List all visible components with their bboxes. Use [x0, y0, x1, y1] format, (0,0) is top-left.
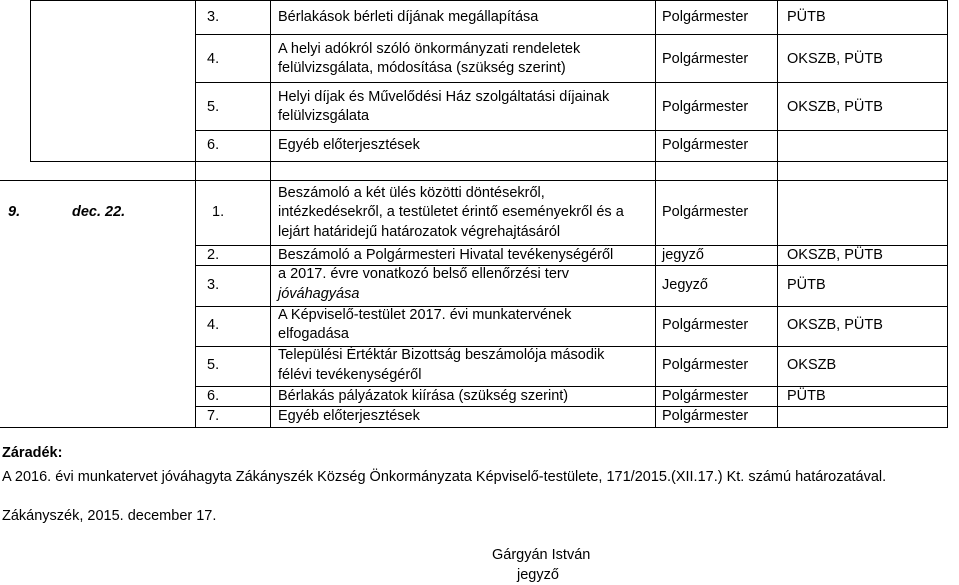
item-committee: OKSZB, PÜTB: [787, 247, 883, 263]
item-subject: felülvizsgálata: [278, 108, 370, 124]
table-border: [655, 0, 656, 428]
table-border: [270, 0, 271, 428]
item-subject: jóváhagyása: [278, 286, 360, 302]
item-subject: Bérlakás pályázatok kiírása (szükség szerint): [278, 388, 569, 404]
item-subject: Egyéb előterjesztések: [278, 137, 420, 153]
item-number: 2.: [207, 247, 220, 263]
item-subject: Beszámoló a két ülés közötti döntésekről,: [278, 185, 545, 201]
item-committee: PÜTB: [787, 9, 826, 25]
signer-title: jegyző: [517, 567, 559, 583]
item-presenter: Jegyző: [662, 277, 708, 293]
item-committee: OKSZB, PÜTB: [787, 99, 883, 115]
table-border: [0, 180, 948, 181]
item-subject: intézkedésekről, a testületet érintő eseményekről és a: [278, 204, 624, 220]
table-border: [947, 0, 948, 428]
item-subject: félévi tevékenységéről: [278, 367, 422, 383]
item-subject: Helyi díjak és Művelődési Ház szolgáltatási díjainak: [278, 89, 610, 105]
table-border: [30, 0, 948, 1]
item-presenter: Polgármester: [662, 9, 749, 25]
item-committee: OKSZB: [787, 357, 837, 373]
item-subject: Beszámoló a Polgármesteri Hivatal tevékenységéről: [278, 247, 614, 263]
item-number: 4.: [207, 51, 220, 67]
item-presenter: Polgármester: [662, 137, 749, 153]
item-number: 6.: [207, 137, 220, 153]
item-subject: A helyi adókról szóló önkormányzati rendeletek: [278, 41, 581, 57]
item-subject: lejárt határidejű határozatok végrehajtásáról: [278, 224, 561, 240]
item-presenter: Polgármester: [662, 317, 749, 333]
item-subject: Települési Értéktár Bizottság beszámolója második: [278, 347, 605, 363]
item-subject: a 2017. évre vonatkozó belső ellenőrzési terv: [278, 266, 569, 282]
table-border: [195, 82, 948, 83]
item-number: 1.: [212, 204, 225, 220]
item-presenter: Polgármester: [662, 408, 749, 424]
item-committee: OKSZB, PÜTB: [787, 51, 883, 67]
item-number: 6.: [207, 388, 220, 404]
item-subject: A Képviselő-testület 2017. évi munkatervének: [278, 307, 572, 323]
item-presenter: Polgármester: [662, 204, 749, 220]
item-subject: elfogadása: [278, 326, 349, 342]
table-border: [195, 34, 948, 35]
meeting-date: dec. 22.: [72, 204, 126, 220]
item-number: 3.: [207, 9, 220, 25]
item-presenter: jegyző: [662, 247, 704, 263]
table-border: [0, 427, 948, 428]
item-number: 5.: [207, 357, 220, 373]
place-date: Zákányszék, 2015. december 17.: [2, 508, 217, 524]
table-border: [30, 0, 31, 162]
item-committee: PÜTB: [787, 277, 826, 293]
item-presenter: Polgármester: [662, 388, 749, 404]
item-committee: OKSZB, PÜTB: [787, 317, 883, 333]
item-number: 4.: [207, 317, 220, 333]
clause-text: A 2016. évi munkatervet jóváhagyta Zákányszék Község Önkormányzata Képviselő-testülete, 171/2015.(XII.17.) Kt. számú határozatával.: [2, 469, 887, 485]
meeting-index: 9.: [8, 204, 21, 220]
item-subject: felülvizsgálata, módosítása (szükség szerint): [278, 60, 566, 76]
signer-name: Gárgyán István: [492, 547, 591, 563]
item-presenter: Polgármester: [662, 357, 749, 373]
item-subject: Bérlakások bérleti díjának megállapítása: [278, 9, 539, 25]
item-subject: Egyéb előterjesztések: [278, 408, 420, 424]
item-presenter: Polgármester: [662, 99, 749, 115]
item-committee: PÜTB: [787, 388, 826, 404]
clause-title: Záradék:: [2, 445, 63, 461]
table-border: [777, 0, 778, 428]
table-border: [195, 0, 196, 428]
table-border: [30, 161, 948, 162]
item-number: 7.: [207, 408, 220, 424]
table-border: [195, 130, 948, 131]
item-presenter: Polgármester: [662, 51, 749, 67]
item-number: 5.: [207, 99, 220, 115]
item-number: 3.: [207, 277, 220, 293]
